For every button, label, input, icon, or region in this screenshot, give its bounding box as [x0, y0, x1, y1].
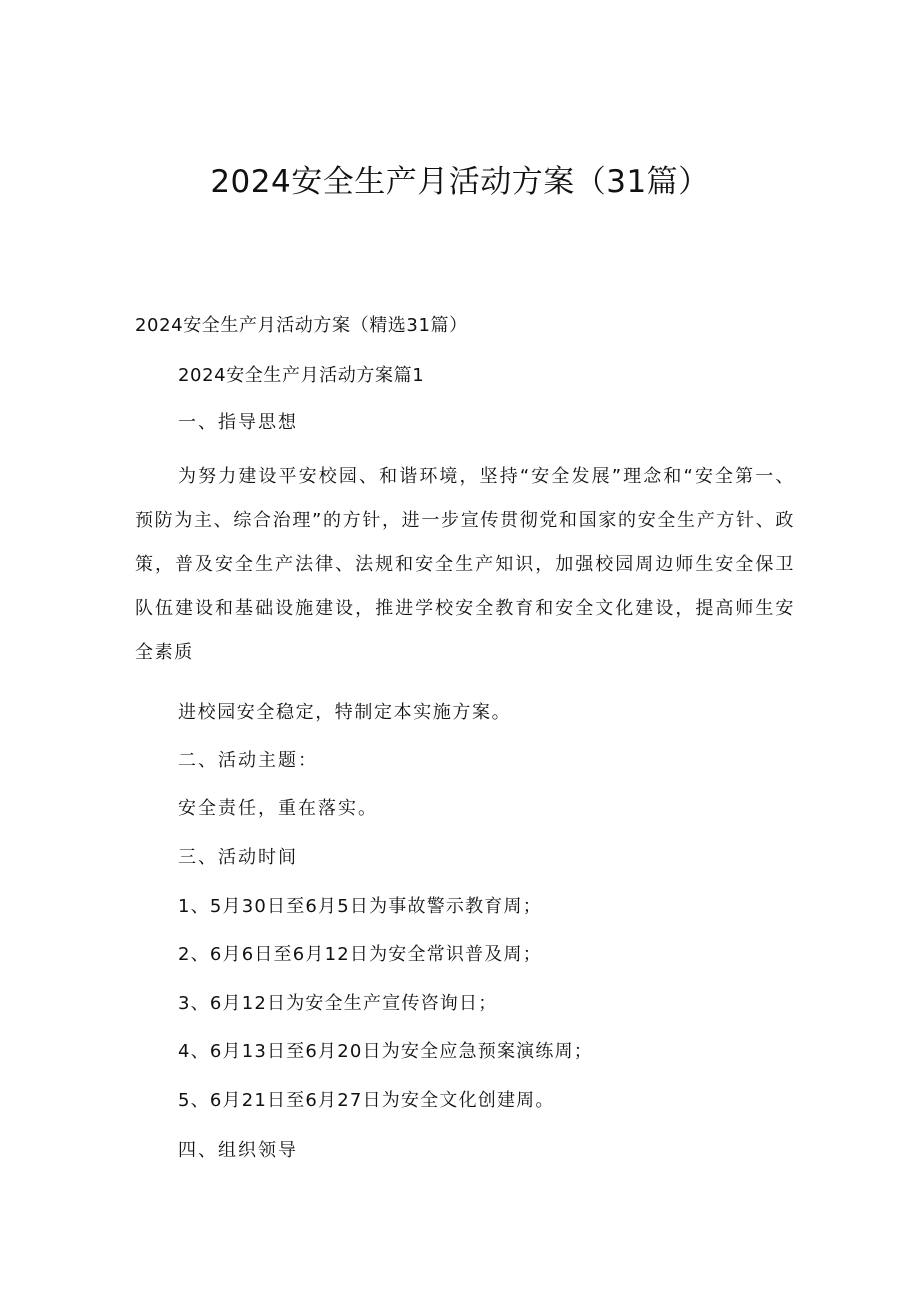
time-list-item: 4、6月13日至6月20日为安全应急预案演练周； [178, 1041, 593, 1062]
guiding-paragraph-text: 为努力建设平安校园、和谐环境，坚持“安全发展”理念和“安全第一、预防为主、综合治理”的方针，进一步宣传贯彻党和国家的安全生产方针、政策，普及安全生产法律、法规和安全生产知识，加强校园周边师生安全保卫队伍建设和基础设施建设，推进学校安全教育和安全文化建设，提高师生安全素质 [135, 466, 795, 663]
section-heading-organization: 四、组织领导 [178, 1140, 298, 1161]
guiding-paragraph [135, 455, 795, 675]
section-heading-time: 三、活动时间 [178, 847, 298, 868]
theme-text: 安全责任，重在落实。 [178, 798, 378, 819]
document-subtitle: 2024安全生产月活动方案（精选31篇） [135, 315, 468, 336]
chapter-title: 2024安全生产月活动方案篇1 [178, 365, 425, 386]
section-heading-theme: 二、活动主题： [178, 750, 318, 771]
time-list-item: 5、6月21日至6月27日为安全文化创建周。 [178, 1090, 555, 1111]
time-list-item: 1、5月30日至6月5日为事故警示教育周； [178, 896, 542, 917]
time-list-item: 2、6月6日至6月12日为安全常识普及周； [178, 944, 542, 965]
guiding-paragraph-continuation: 进校园安全稳定，特制定本实施方案。 [178, 702, 512, 723]
time-list-item: 3、6月12日为安全生产宣传咨询日； [178, 993, 498, 1014]
document-title: 2024安全生产月活动方案（31篇） [210, 164, 710, 200]
section-heading-guiding: 一、指导思想 [178, 412, 298, 433]
